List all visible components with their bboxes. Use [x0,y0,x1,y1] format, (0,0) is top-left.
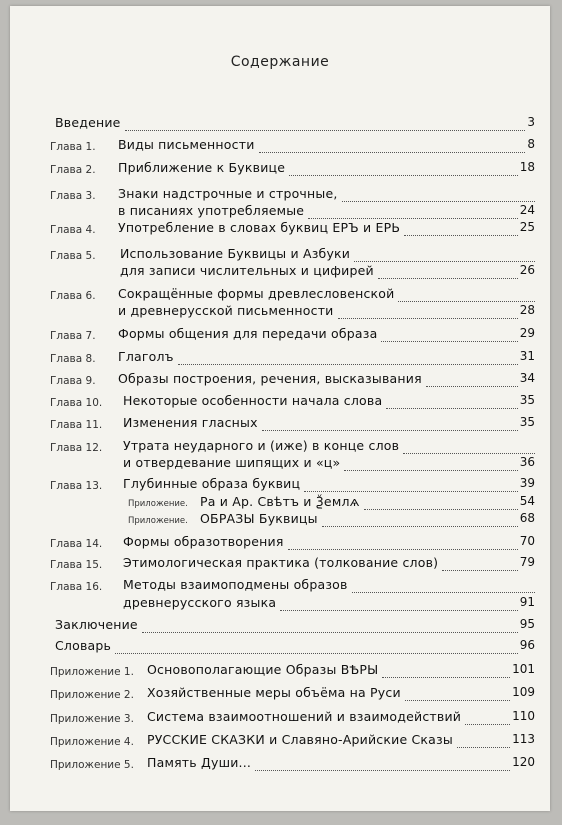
toc-entry-title: Хозяйственные меры объёма на Руси [147,685,401,700]
leader-dots [142,632,518,633]
toc-page-number: 113 [512,732,535,746]
toc-entry-title: для записи числительных и цифирей [120,263,374,278]
toc-page-number: 36 [519,455,535,469]
toc-entry-title: ОБРАЗЫ Буквицы [200,511,318,526]
toc-line [10,137,550,155]
toc-entry-title: Система взаимоотношений и взаимодействий [147,709,462,724]
leader-dots [405,700,510,701]
toc-entry-title: Формы образотворения [123,534,284,549]
toc-line [10,455,550,473]
toc-page-number: 79 [519,555,535,569]
toc-entry-title: Память Души... [147,755,252,770]
toc-entry-title: Этимологическая практика (толкование слов) [123,555,439,570]
leader-dots [289,175,518,176]
toc-line [10,263,550,281]
toc-entry-title: Заключение [55,617,138,632]
toc-entry-label: Приложение. [128,499,188,509]
leader-dots [378,278,518,279]
toc-page-number: 3 [527,115,535,129]
toc-entry-title: РУССКИЕ СКАЗКИ и Славяно-Арийские Сказы [147,732,453,747]
toc-page-number: 8 [527,137,535,151]
toc-line [10,303,550,321]
toc-line [10,685,550,703]
toc-line [10,286,550,304]
toc-page-number: 70 [519,534,535,548]
toc-line [10,476,550,494]
toc-entry-label: Глава 9. [50,375,96,387]
leader-dots [386,408,518,409]
toc-entry-title: и отвердевание шипящих и «ц» [123,455,341,470]
toc-entry-title: Методы взаимоподмены образов [123,577,348,592]
toc-page-number: 28 [519,303,535,317]
toc-entry-title: Глубинные образа буквиц [123,476,301,491]
toc-entry-label: Глава 13. [50,480,103,492]
leader-dots [382,677,510,678]
toc-line [10,203,550,221]
leader-dots [354,261,535,262]
toc-entry-title: Образы построения, речения, высказывания [118,371,422,386]
toc-entry-label: Глава 16. [50,581,103,593]
toc-page-number: 35 [519,393,535,407]
leader-dots [426,386,518,387]
toc-entry-title: Формы общения для передачи образа [118,326,378,341]
toc-page-number: 109 [512,685,535,699]
toc-line [10,494,550,512]
leader-dots [178,364,518,365]
leader-dots [304,491,518,492]
toc-page-number: 91 [519,595,535,609]
toc-entry-title: в писаниях употребляемые [118,203,305,218]
toc-entry-label: Приложение 2. [50,689,134,701]
leader-dots [344,470,518,471]
toc-entry-title: Приближение к Буквице [118,160,286,175]
toc-line [10,220,550,238]
leader-dots [259,152,525,153]
leader-dots [322,526,518,527]
toc-entry-title: Изменения гласных [123,415,258,430]
toc-line [10,186,550,204]
toc-page-number: 68 [519,511,535,525]
toc-entry-label: Глава 3. [50,190,96,202]
toc-entry-label: Глава 2. [50,164,96,176]
toc-entry-title: Глаголъ [118,349,174,364]
toc-page-number: 54 [519,494,535,508]
toc-entry-label: Глава 7. [50,330,96,342]
toc-line [10,732,550,750]
toc-entry-title: древнерусского языка [123,595,277,610]
toc-entry-title: Сокращённые формы древлесловенской [118,286,395,301]
toc-line [10,415,550,433]
toc-entry-label: Глава 5. [50,250,96,262]
toc-entry-title: Основополагающие Образы ВѢРЫ [147,662,379,677]
leader-dots [288,549,518,550]
toc-page-number: 95 [519,617,535,631]
leader-dots [403,453,535,454]
toc-line [10,349,550,367]
toc-page-number: 120 [512,755,535,769]
toc-entry-title: и древнерусской письменности [118,303,334,318]
toc-entry-label: Приложение 1. [50,666,134,678]
toc-entry-label: Глава 14. [50,538,103,550]
toc-entry-label: Приложение 5. [50,759,134,771]
toc-entry-label: Глава 12. [50,442,103,454]
leader-dots [465,724,510,725]
toc-entry-title: Словарь [55,638,112,653]
leader-dots [308,218,518,219]
toc-line [10,534,550,552]
leader-dots [338,318,518,319]
leader-dots [398,301,535,302]
leader-dots [262,430,518,431]
leader-dots [342,201,535,202]
toc-entry-title: Употребление в словах буквиц ЕРЪ и ЕРЬ [118,220,401,235]
leader-dots [364,509,518,510]
toc-page-number: 29 [519,326,535,340]
toc-page-number: 96 [519,638,535,652]
toc-line [10,555,550,573]
toc-line [10,160,550,178]
toc-line [10,246,550,264]
leader-dots [115,653,518,654]
toc-entry-label: Глава 11. [50,419,103,431]
toc-entry-label: Приложение 3. [50,713,134,725]
toc-page-number: 110 [512,709,535,723]
toc-entry-label: Глава 6. [50,290,96,302]
toc-entry-label: Глава 1. [50,141,96,153]
leader-dots [352,592,535,593]
toc-entry-title: Некоторые особенности начала слова [123,393,383,408]
toc-line [10,371,550,389]
toc-page-number: 24 [519,203,535,217]
toc-page-number: 101 [512,662,535,676]
toc-line [10,595,550,613]
toc-entry-label: Глава 15. [50,559,103,571]
leader-dots [125,130,525,131]
toc-entry-label: Приложение. [128,516,188,526]
toc-page-number: 25 [519,220,535,234]
leader-dots [255,770,510,771]
leader-dots [381,341,518,342]
toc-entry-title: Ра и Ар. Свѣтъ и Ѯемлѧ [200,494,360,509]
toc-page-number: 34 [519,371,535,385]
toc-line [10,709,550,727]
toc-page-number: 35 [519,415,535,429]
toc-line [10,438,550,456]
toc-page-number: 31 [519,349,535,363]
toc-entry-label: Приложение 4. [50,736,134,748]
toc-line [10,755,550,773]
toc-entry-title: Введение [55,115,121,130]
toc-entry-label: Глава 8. [50,353,96,365]
toc-line [10,617,550,635]
toc-line [10,326,550,344]
toc-page-number: 39 [519,476,535,490]
toc-line [10,393,550,411]
leader-dots [280,610,518,611]
toc-entry-title: Знаки надстрочные и строчные, [118,186,338,201]
toc-entry-label: Глава 10. [50,397,103,409]
toc-line [10,662,550,680]
leader-dots [442,570,518,571]
toc-line [10,511,550,529]
toc-entry-title: Использование Буквицы и Азбуки [120,246,351,261]
toc-line [10,115,550,133]
leader-dots [457,747,510,748]
page-title: Содержание [230,54,330,70]
toc-line [10,577,550,595]
toc-entry-label: Глава 4. [50,224,96,236]
book-page [10,6,550,811]
toc-line [10,638,550,656]
toc-page-number: 26 [519,263,535,277]
leader-dots [404,235,518,236]
toc-entry-title: Виды письменности [118,137,255,152]
toc-entry-title: Утрата неударного и (иже) в конце слов [123,438,400,453]
toc-page-number: 18 [519,160,535,174]
